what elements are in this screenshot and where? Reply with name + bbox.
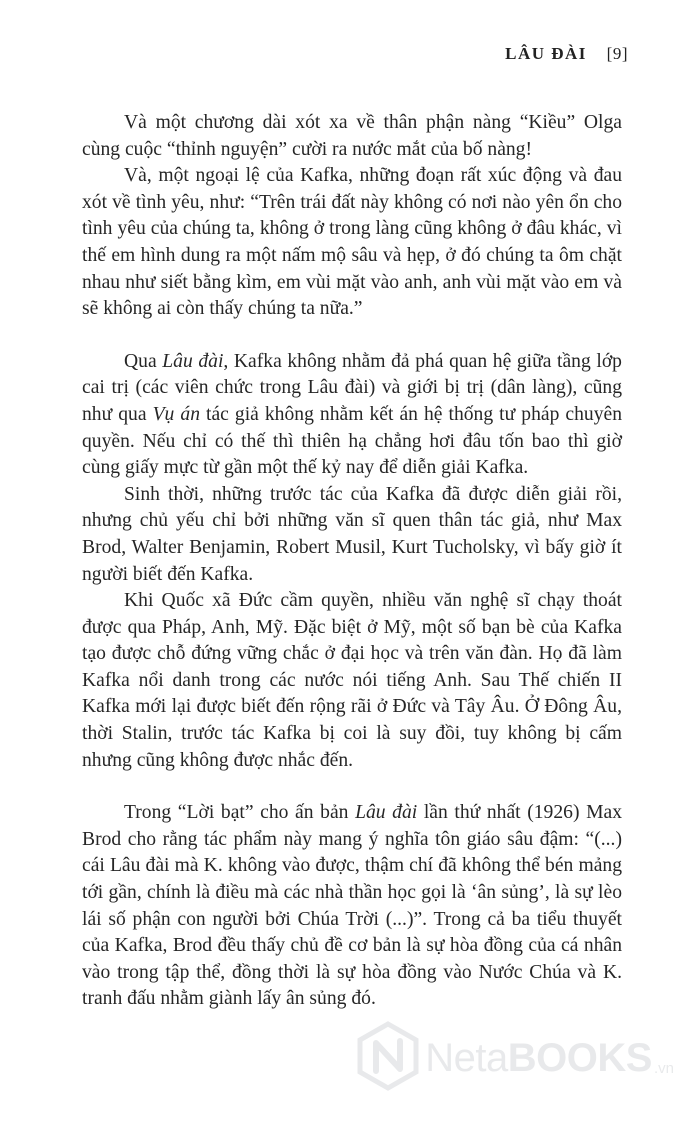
text-run: Trong “Lời bạt” cho ấn bản	[124, 802, 356, 824]
text-run: Sinh thời, những trước tác của Kafka đã được diễn giải rồi, nhưng chủ yếu chỉ bởi những văn sĩ quen thân tác giả, như Max Brod, Walter Benjamin, Robert Musil, Kurt Tucholsky, vì bấy giờ ít người biết đến Kafka.	[82, 483, 622, 585]
running-head-title: LÂU ĐÀI	[505, 44, 587, 63]
paragraph	[82, 588, 622, 774]
page-number: [9]	[606, 44, 628, 63]
watermark-brand-bold: BOOKS	[507, 1035, 652, 1080]
text-run: Và một chương dài xót xa về thân phận nàng “Kiều” Olga cùng cuộc “thỉnh nguyện” cười ra nước mắt của bố nàng!	[82, 112, 622, 160]
netabooks-logo-icon	[353, 1021, 423, 1095]
italic-title: Lâu đài	[162, 350, 224, 372]
paragraph	[82, 349, 622, 482]
text-run: Qua	[124, 350, 163, 372]
running-head	[505, 44, 628, 64]
paragraph	[82, 110, 622, 163]
text-run: Và, một ngoại lệ của Kafka, những đoạn rất xúc động và đau xót về tình yêu, như: “Trên trái đất này không có nơi nào yên ổn cho tình yêu của chúng ta, không ở trong làng cũng không ở đâu khác, vì thế em hình dung ra một nấm mộ sâu và hẹp, ở đó chúng ta ôm chặt nhau như siết bằng kìm, em vùi mặt vào anh, anh vùi mặt vào em và sẽ không ai còn thấy chúng ta nữa.”	[82, 165, 622, 320]
text-run: , Kafka không nhằm đả phá quan hệ giữa tầng lớp cai trị (các viên chức trong Lâu đài) và giới bị trị (dân làng), cũng như qua	[82, 350, 622, 425]
watermark	[353, 1013, 674, 1103]
watermark-suffix: .vn	[653, 1060, 674, 1077]
italic-title: Vụ án	[152, 403, 200, 425]
paragraph	[82, 163, 622, 323]
italic-title: Lâu đài	[355, 802, 418, 824]
watermark-brand-main: Neta	[425, 1035, 508, 1080]
body-text	[82, 110, 622, 1013]
text-run: tác giả không nhằm kết án hệ thống tư pháp chuyên quyền. Nếu chỉ có thế thì thiên hạ chẳng hơi đâu tốn bao thì giờ cùng giấy mực từ gần một thế kỷ nay để diễn giải Kafka.	[82, 403, 622, 479]
text-run: lần thứ nhất (1926) Max Brod cho rằng tác phẩm này mang ý nghĩa tôn giáo sâu đậm: “(...) cái Lâu đài mà K. không vào được, thậm chí đã không thể bén mảng tới gần, chính là điều mà các nhà thần học gọi là ‘ân sủng’, là sự lèo lái số phận con người bởi Chúa Trời (...)”. Trong cả ba tiểu thuyết của Kafka, Brod đều thấy chủ đề cơ bản là sự hòa đồng của cá nhân vào trong tập thể, đồng thời là sự hòa đồng vào Nước Chúa và K. tranh đấu nhằm giành lấy ân sủng đó.	[82, 802, 622, 1010]
paragraph	[82, 800, 622, 1013]
watermark-brand	[425, 1036, 652, 1081]
paragraph	[82, 482, 622, 588]
text-run: Khi Quốc xã Đức cầm quyền, nhiều văn nghệ sĩ chạy thoát được qua Pháp, Anh, Mỹ. Đặc biệt ở Mỹ, một số bạn bè của Kafka tạo được chỗ đứng vững chắc ở đại học và trên văn đàn. Họ đã làm Kafka nổi danh trong các nước nói tiếng Anh. Sau Thế chiến II Kafka mới lại được biết đến rộng rãi ở Đức và Tây Âu. Ở Đông Âu, thời Stalin, trước tác Kafka bị coi là suy đồi, tuy không bị cấm nhưng cũng không được nhắc đến.	[82, 590, 622, 771]
